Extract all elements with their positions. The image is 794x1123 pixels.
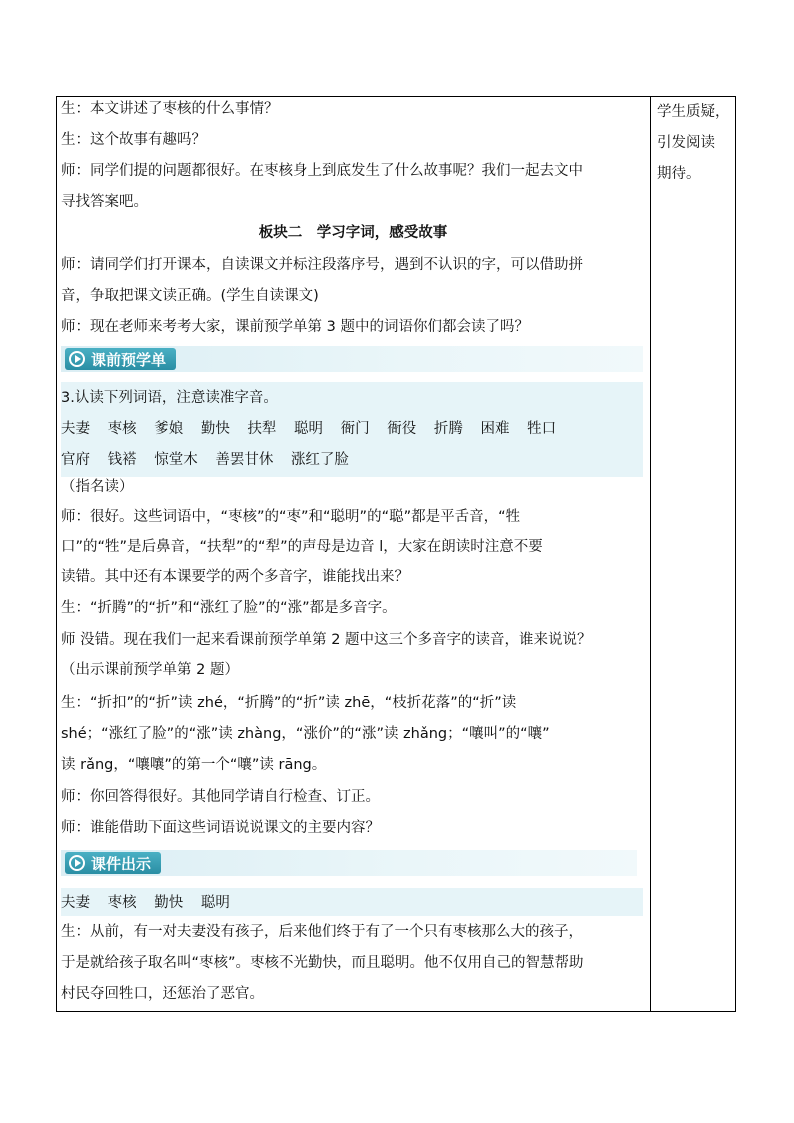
text-line: 生：“折扣”的“折”读 zhé，“折腾”的“折”读 zhē，“枝折花落”的“折”读	[61, 695, 517, 711]
preview-sheet-banner	[61, 346, 643, 372]
text-line: 师：很好。这些词语中，“枣核”的“枣”和“聪明”的“聪”都是平舌音，“牲	[61, 509, 521, 525]
exercise-instruction: 3.认读下列词语，注意读准字音。	[61, 390, 278, 406]
text-line: （指名读）	[61, 479, 134, 495]
banner-tag	[65, 852, 161, 874]
side-note-line: 期待。	[657, 166, 701, 182]
word: 衙役	[387, 421, 417, 437]
text-line: shé；“涨红了脸”的“涨”读 zhàng，“涨价”的“涨”读 zhǎng；“嚷叫”的“嚷”	[61, 726, 550, 742]
text-line: 生：“折腾”的“折”和“涨红了脸”的“涨”都是多音字。	[61, 600, 397, 616]
text-line: （出示课前预学单第 2 题）	[61, 662, 239, 678]
lesson-table	[56, 96, 736, 1012]
keyword: 枣核	[107, 895, 137, 911]
word: 善罢甘休	[215, 452, 274, 468]
text-line: 师 没错。现在我们一起来看课前预学单第 2 题中这三个多音字的读音，谁来说说？	[61, 632, 592, 648]
column-divider	[650, 97, 651, 1011]
word: 衙门	[340, 421, 370, 437]
keyword: 夫妻	[61, 895, 90, 911]
text-line: 读 rǎng，“嚷嚷”的第一个“嚷”读 rāng。	[61, 757, 327, 773]
word: 惊堂木	[154, 452, 198, 468]
side-note-line: 引发阅读	[657, 135, 715, 151]
play-icon	[69, 351, 85, 367]
text-line: 口”的“牲”是后鼻音，“扶犁”的“犁”的声母是边音 l，大家在朗读时注意不要	[61, 539, 543, 555]
text-line: 于是就给孩子取名叫“枣核”。枣核不光勤快，而且聪明。他不仅用自己的智慧帮助	[61, 955, 584, 971]
side-note-line: 学生质疑，	[657, 104, 730, 120]
text-line: 寻找答案吧。	[61, 194, 148, 210]
section-heading: 板块二 学习字词，感受故事	[258, 224, 448, 241]
text-line: 师：现在老师来考考大家，课前预学单第 3 题中的词语你们都会读了吗？	[61, 319, 529, 335]
text-line: 读错。其中还有本课要学的两个多音字，谁能找出来？	[61, 569, 409, 585]
text-line: 师：请同学们打开课本，自读课文并标注段落序号，遇到不认识的字，可以借助拼	[61, 257, 583, 273]
keyword: 聪明	[200, 895, 230, 911]
banner-tag	[65, 348, 176, 370]
word: 钱褡	[107, 452, 137, 468]
banner-label: 课前预学单	[91, 350, 167, 369]
word: 涨红了脸	[290, 452, 349, 468]
text-line: 师：同学们提的问题都很好。在枣核身上到底发生了什么故事呢？我们一起去文中	[61, 163, 583, 179]
play-icon	[69, 855, 85, 871]
word: 困难	[480, 421, 510, 437]
word: 牲口	[527, 421, 557, 437]
word: 扶犁	[247, 421, 277, 437]
banner-label: 课件出示	[91, 854, 152, 873]
text-line: 师：谁能借助下面这些词语说说课文的主要内容？	[61, 820, 380, 836]
keywords-row	[61, 893, 243, 913]
word-row-2	[61, 450, 362, 470]
text-line: 生：这个故事有趣吗？	[61, 132, 206, 148]
courseware-banner	[61, 850, 637, 876]
text-line: 音，争取把课文读正确。(学生自读课文)	[61, 288, 319, 304]
text-line: 师：你回答得很好。其他同学请自行检查、订正。	[61, 789, 380, 805]
keyword: 勤快	[154, 895, 184, 911]
word: 聪明	[294, 421, 324, 437]
text-line: 村民夺回牲口，还惩治了恶官。	[61, 986, 264, 1002]
text-line: 生：本文讲述了枣核的什么事情？	[61, 101, 279, 117]
word: 勤快	[200, 421, 230, 437]
word: 夫妻	[61, 421, 90, 437]
word: 爹娘	[154, 421, 184, 437]
word-row-1	[61, 419, 569, 439]
word: 官府	[61, 452, 90, 468]
text-line: 生：从前，有一对夫妻没有孩子，后来他们终于有了一个只有枣核那么大的孩子，	[61, 924, 583, 940]
word: 枣核	[107, 421, 137, 437]
word: 折腾	[433, 421, 463, 437]
